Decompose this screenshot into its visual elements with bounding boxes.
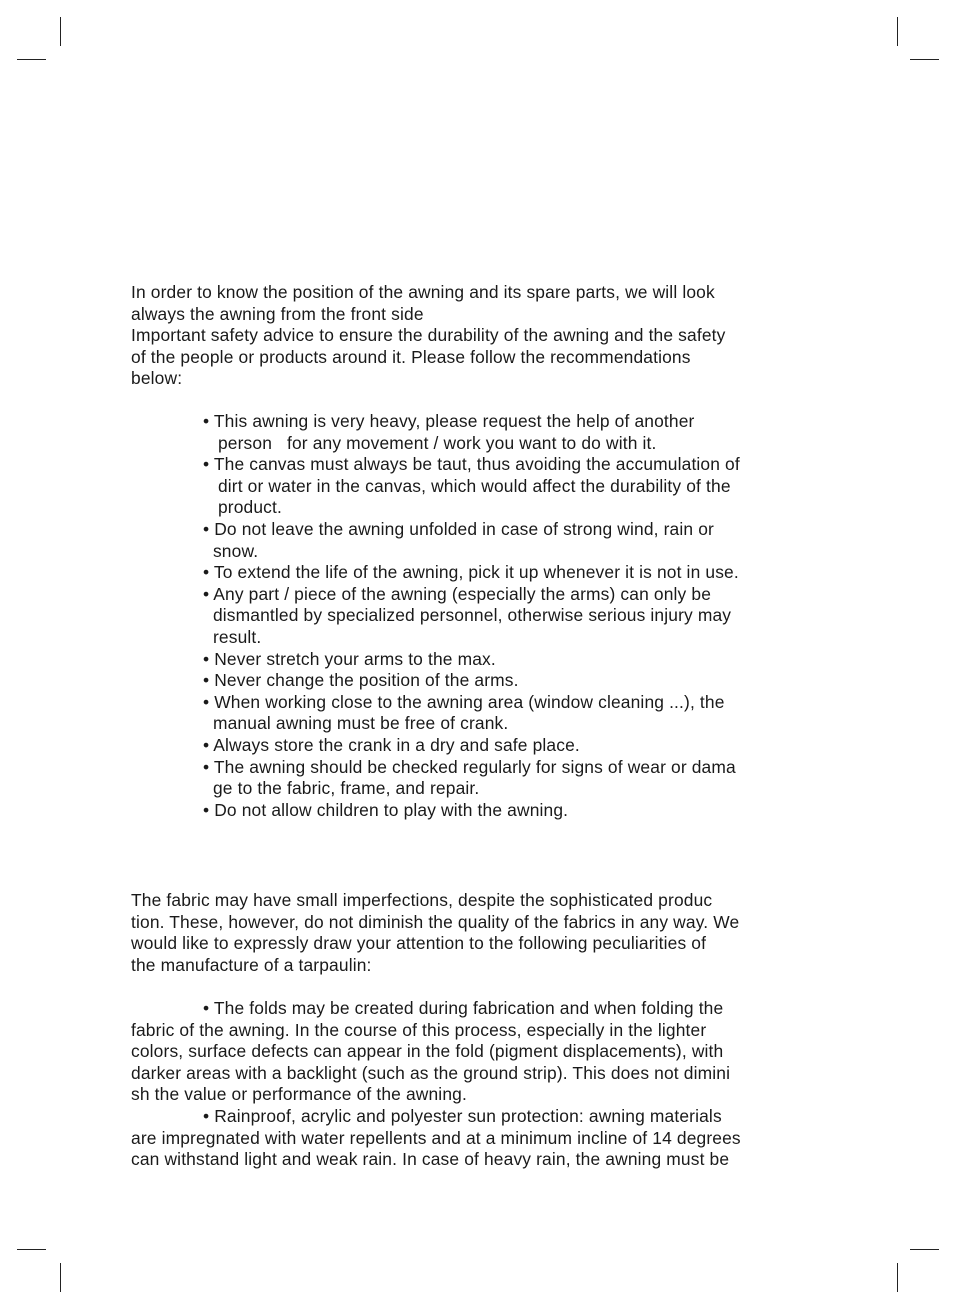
- intro-line: Important safety advice to ensure the durability of the awning and the safety: [131, 325, 726, 345]
- intro-line: below:: [131, 368, 183, 388]
- safety-item-line: • Any part / piece of the awning (especially the arms) can only be: [203, 583, 712, 604]
- crop-mark-bottom-left-vertical: [60, 1263, 61, 1292]
- safety-item-line: person for any movement / work you want to do with it.: [203, 432, 657, 453]
- crop-mark-top-left-vertical: [60, 17, 61, 46]
- intro-line: of the people or products around it. Please follow the recommendations: [131, 346, 691, 367]
- fabric-item-line: • The folds may be created during fabrication and when folding the: [203, 998, 724, 1018]
- safety-item-line: result.: [203, 627, 262, 647]
- fabric-intro-line: the manufacture of a tarpaulin:: [131, 954, 372, 975]
- crop-mark-top-right-horizontal: [910, 59, 939, 60]
- safety-item-line: dirt or water in the canvas, which would affect the durability of the: [203, 475, 731, 496]
- fabric-intro-line: tion. These, however, do not diminish the quality of the fabrics in any way. We: [131, 911, 740, 932]
- safety-item-line: product.: [203, 497, 282, 518]
- fabric-intro-line: would like to expressly draw your attention to the following peculiarities of: [131, 933, 707, 954]
- safety-item-line: • Never stretch your arms to the max.: [203, 648, 496, 669]
- safety-item-line: • This awning is very heavy, please request the help of another: [203, 411, 695, 431]
- intro-line: always the awning from the front side: [131, 303, 424, 324]
- safety-item-line: • Do not leave the awning unfolded in case of strong wind, rain or: [203, 519, 714, 539]
- safety-item-line: • To extend the life of the awning, pick it up whenever it is not in use.: [203, 562, 739, 583]
- crop-mark-bottom-left-horizontal: [17, 1249, 46, 1250]
- fabric-item-line: can withstand light and weak rain. In case of heavy rain, the awning must be: [131, 1149, 730, 1170]
- fabric-item-line: fabric of the awning. In the course of this process, especially in the lighter: [131, 1019, 707, 1040]
- safety-item-line: • Always store the crank in a dry and safe place.: [203, 735, 580, 755]
- safety-item-line: snow.: [203, 540, 259, 561]
- crop-mark-bottom-right-horizontal: [910, 1249, 939, 1250]
- intro-line: In order to know the position of the awning and its spare parts, we will look: [131, 282, 715, 302]
- fabric-item-line: are impregnated with water repellents and at a minimum incline of 14 degrees: [131, 1127, 741, 1148]
- fabric-item-line: colors, surface defects can appear in the fold (pigment displacements), with: [131, 1041, 724, 1062]
- crop-mark-top-left-horizontal: [17, 59, 46, 60]
- fabric-intro-line: The fabric may have small imperfections, despite the sophisticated produc: [131, 890, 713, 910]
- crop-mark-bottom-right-vertical: [897, 1263, 898, 1292]
- safety-item-line: manual awning must be free of crank.: [203, 713, 509, 734]
- fabric-item-line: sh the value or performance of the awning.: [131, 1084, 467, 1105]
- fabric-item-line: • Rainproof, acrylic and polyester sun protection: awning materials: [203, 1106, 722, 1126]
- safety-item-line: • The canvas must always be taut, thus avoiding the accumulation of: [203, 454, 740, 475]
- safety-item-line: • When working close to the awning area (window cleaning ...), the: [203, 691, 725, 712]
- safety-item-line: ge to the fabric, frame, and repair.: [203, 778, 480, 799]
- safety-item-line: • Do not allow children to play with the awning.: [203, 799, 569, 820]
- fabric-item-line: darker areas with a backlight (such as the ground strip). This does not dimini: [131, 1062, 731, 1083]
- safety-item-line: dismantled by specialized personnel, otherwise serious injury may: [203, 605, 732, 626]
- safety-item-line: • Never change the position of the arms.: [203, 670, 519, 691]
- crop-mark-top-right-vertical: [897, 17, 898, 46]
- safety-item-line: • The awning should be checked regularly for signs of wear or dama: [203, 756, 736, 777]
